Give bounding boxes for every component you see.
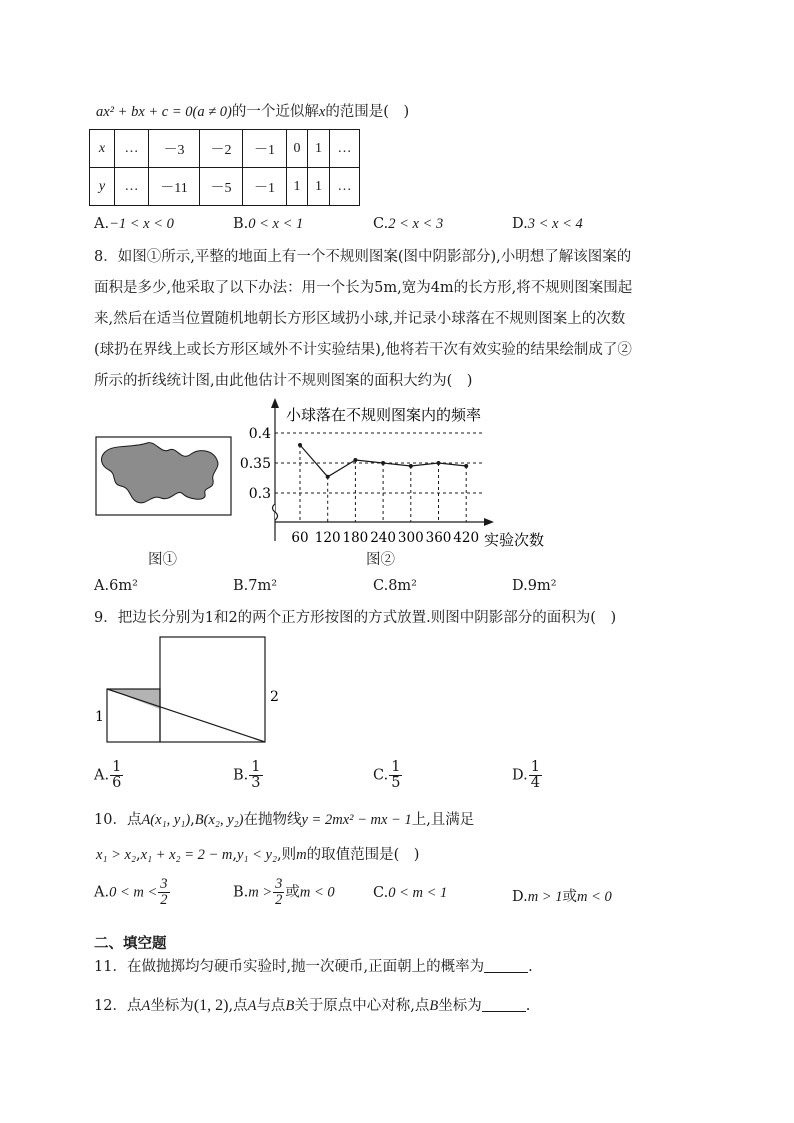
data-point	[437, 461, 441, 465]
data-point	[381, 461, 385, 465]
q7-equation: ax² + bx + c = 0(a ≠ 0)	[96, 104, 232, 120]
label-side-1: 1	[95, 709, 104, 725]
q10-option-b: B.m > $\frac{3}{2}$ 或m < 0	[233, 876, 335, 909]
section-heading-fill-in: 二、填空题	[94, 936, 167, 952]
q7-option-a: A.−1 < x < 0	[94, 216, 174, 232]
x-tick-label: 360	[425, 530, 452, 546]
x-tick-label: 420	[453, 530, 480, 546]
q8-option-c: C.8m²	[373, 578, 417, 594]
label-side-2: 2	[270, 689, 279, 705]
data-point	[298, 443, 302, 447]
q9-option-d: D. $\frac{1}{4}$	[512, 759, 540, 792]
x-axis-arrow-icon	[484, 518, 494, 526]
diagonal-segment	[107, 689, 265, 742]
q10-option-c: C.0 < m < 1	[373, 885, 448, 901]
y-tick-label: 0.3	[248, 486, 271, 502]
data-point	[464, 464, 468, 468]
q7-stem: ax² + bx + c = 0(a ≠ 0)的一个近似解x的范围是( )	[96, 104, 410, 120]
q8-line-4: (球扔在界线上或长方形区域外不计实验结果),他将若干次有效实验的结果绘制成了②	[94, 342, 632, 358]
table-row: x … －3 －2 －1 0 1 …	[90, 130, 360, 168]
q9-option-c: C. $\frac{1}{5}$	[373, 759, 401, 792]
table-row: y … －11 －5 －1 1 1 …	[90, 168, 360, 206]
q8-option-d: D.9m²	[512, 578, 557, 594]
q9-option-a: A. $\frac{1}{6}$	[94, 759, 122, 792]
q9-option-b: B. $\frac{1}{3}$	[233, 759, 261, 792]
figure-1-caption: 图①	[148, 552, 177, 568]
figure-two-squares	[92, 634, 292, 746]
q8-option-a: A.6m²	[94, 578, 138, 594]
q12-stem: 12．点A坐标为(1, 2),点A与点B关于原点中心对称,点B坐标为 .	[94, 997, 531, 1014]
y-tick-label: 0.4	[248, 426, 271, 442]
q10-line-2: x₁ > x₂,x₁ + x₂ = 2 − m,y₁ < y₂,则m的取值范围是( )	[96, 847, 420, 863]
q10-line-1: 10．点A(x₁, y₁),B(x₂, y₂)在抛物线y = 2mx² − mx − 1上,且满足	[94, 812, 475, 828]
answer-blank[interactable]	[484, 960, 528, 973]
axis-break-icon	[273, 504, 278, 520]
q7-option-d: D.3 < x < 4	[512, 216, 583, 232]
x-tick-label: 300	[397, 530, 424, 546]
q8-line-5: 所示的折线统计图,由此他估计不规则图案的面积大约为( )	[94, 373, 473, 389]
q9-stem: 9．把边长分别为1和2的两个正方形按图的方式放置.则图中阴影部分的面积为( )	[94, 610, 617, 626]
x-tick-label: 60	[291, 530, 309, 546]
q10-option-d: D.m > 1或m < 0	[512, 889, 612, 905]
q7-option-c: C.2 < x < 3	[373, 216, 444, 232]
data-point	[353, 458, 357, 462]
x-tick-label: 180	[342, 530, 369, 546]
figure-1-irregular-pattern	[95, 436, 233, 518]
q7-value-table	[89, 129, 360, 206]
x-tick-label: 120	[314, 530, 341, 546]
q8-option-b: B.7m²	[233, 578, 278, 594]
q7-option-b: B.0 < x < 1	[233, 216, 304, 232]
figure-2-caption: 图②	[366, 552, 395, 568]
data-point	[409, 464, 413, 468]
frequency-series-line	[300, 445, 466, 477]
chart-title: 小球落在不规则图案内的频率	[286, 406, 482, 424]
answer-blank[interactable]	[482, 999, 526, 1012]
y-axis-arrow-icon	[271, 398, 279, 408]
q8-line-2: 面积是多少,他采取了以下办法：用一个长为5m,宽为4m的长方形,将不规则图案围起	[94, 280, 633, 296]
x-axis-label: 实验次数	[484, 531, 545, 549]
data-point	[326, 475, 330, 479]
large-square	[160, 637, 265, 742]
y-tick-label: 0.35	[240, 456, 271, 472]
frequency-line-chart	[240, 396, 570, 556]
x-tick-label: 240	[370, 530, 396, 546]
q8-line-1: 8．如图①所示,平整的地面上有一个不规则图案(图中阴影部分),小明想了解该图案的	[94, 249, 632, 265]
q10-option-a: A.0 < m < $\frac{3}{2}$	[94, 876, 168, 909]
q11-stem: 11．在做抛掷均匀硬币实验时,抛一次硬币,正面朝上的概率为 .	[94, 959, 533, 975]
q8-line-3: 来,然后在适当位置随机地朝长方形区域扔小球,并记录小球落在不规则图案上的次数	[94, 311, 626, 327]
